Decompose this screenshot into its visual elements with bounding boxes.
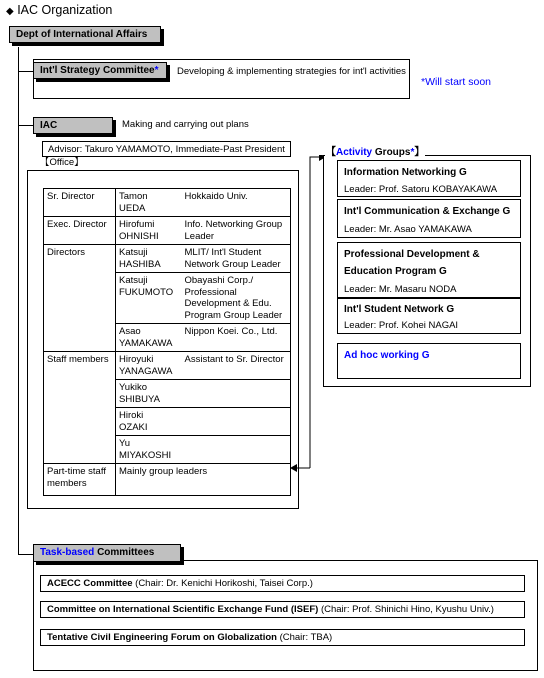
iac-label: IAC	[40, 120, 58, 131]
role-cell	[44, 464, 116, 496]
affiliation-cell	[182, 217, 291, 245]
name-last: OHNISHI	[119, 230, 159, 242]
office-activity-connector	[288, 155, 328, 475]
name-last: YAMAKAWA	[119, 337, 173, 349]
group-box	[337, 242, 521, 298]
name-first: Katsuji	[119, 275, 148, 286]
role-text: Part-time staff	[47, 466, 106, 477]
affiliation-cell	[182, 245, 291, 273]
group-leader: Leader: Mr. Asao YAMAKAWA	[344, 224, 472, 235]
adhoc-group-box	[337, 343, 521, 379]
table-row	[44, 352, 291, 380]
bracket-close: 】	[414, 147, 425, 158]
activity-title	[325, 143, 425, 158]
task-name: ACECC Committee	[47, 578, 133, 589]
role-text: Directors	[47, 247, 86, 258]
group-box	[337, 160, 521, 197]
affiliation-cell	[182, 352, 291, 380]
activity-title-black: Groups	[372, 147, 411, 158]
role-cell	[44, 352, 116, 464]
affiliation-text: Development & Edu.	[184, 298, 272, 309]
name-first: Hiroki	[119, 410, 144, 421]
name-first: Tamon	[119, 191, 148, 202]
group-name: Information Networking G	[344, 167, 467, 178]
affiliation-cell	[182, 189, 291, 217]
table-row	[44, 217, 291, 245]
affiliation-text: Nippon Koei. Co., Ltd.	[184, 326, 278, 337]
parttime-desc: Mainly group leaders	[119, 466, 208, 477]
affiliation-cell	[182, 380, 291, 408]
bracket-open: 【	[326, 147, 336, 158]
page-title: IAC Organization	[17, 3, 113, 17]
affiliation-cell	[182, 273, 291, 324]
adhoc-label: Ad hoc working G	[344, 350, 430, 361]
group-box	[337, 199, 521, 238]
name-cell	[116, 408, 182, 436]
name-first: Yu	[119, 438, 131, 449]
name-last: OZAKI	[119, 421, 148, 433]
role-text: Staff members	[47, 354, 109, 365]
task-chair: (Chair: Dr. Kenichi Horikoshi, Taisei Corp.)	[132, 578, 313, 589]
name-last: UEDA	[119, 202, 146, 214]
strategy-star: *	[154, 65, 159, 76]
table-row	[44, 245, 291, 273]
affiliation-cell	[182, 436, 291, 464]
role-cell	[44, 245, 116, 352]
task-item	[40, 601, 525, 618]
name-first: Asao	[119, 326, 141, 337]
name-cell	[116, 352, 182, 380]
task-item	[40, 575, 525, 592]
name-cell	[116, 436, 182, 464]
task-name: Tentative Civil Engineering Forum on Globalization	[47, 632, 277, 643]
task-chair: (Chair: Prof. Shinichi Hino, Kyushu Univ.)	[318, 604, 494, 615]
group-name: Int'l Communication & Exchange G	[344, 206, 511, 217]
affiliation-text: Info. Networking Group	[184, 219, 283, 230]
name-last: MIYAKOSHI	[119, 449, 172, 461]
page-header	[6, 3, 112, 17]
role-text: Sr. Director	[47, 191, 95, 202]
will-start-note: *Will start soon	[421, 76, 492, 88]
affiliation-text: Assistant to Sr. Director	[184, 354, 284, 365]
affiliation-text: Network Group Leader	[184, 258, 281, 270]
dept-box	[9, 26, 161, 43]
activity-title-blue: Activity	[336, 147, 373, 158]
name-first: Yukiko	[119, 382, 147, 393]
strategy-desc: Developing & implementing strategies for int'l activities	[177, 66, 406, 77]
name-cell	[116, 189, 182, 217]
name-cell	[116, 324, 182, 352]
task-chair: (Chair: TBA)	[276, 632, 333, 643]
role-text: members	[47, 477, 87, 489]
name-last: YANAGAWA	[119, 365, 173, 377]
affiliation-text: Program Group Leader	[184, 309, 283, 321]
affiliation-text: Obayashi Corp./	[184, 275, 254, 286]
name-cell	[116, 380, 182, 408]
role-cell	[44, 217, 116, 245]
name-cell	[116, 273, 182, 324]
group-leader: Leader: Prof. Kohei NAGAI	[344, 320, 459, 331]
task-name: Committee on International Scientific Exchange Fund (ISEF)	[47, 604, 319, 615]
name-last: FUKUMOTO	[119, 286, 174, 298]
group-box	[337, 298, 521, 334]
table-row	[44, 464, 291, 496]
task-box	[33, 544, 181, 562]
activity-star: *	[410, 147, 415, 158]
group-leader: Leader: Prof. Satoru KOBAYAKAWA	[344, 184, 498, 195]
task-label-black: Committees	[94, 547, 155, 558]
group-name: Professional Development &	[344, 249, 480, 260]
advisor-box	[42, 141, 291, 157]
name-first: Hirofumi	[119, 219, 155, 230]
affiliation-text: Professional	[184, 286, 237, 298]
desc-cell	[116, 464, 291, 496]
name-cell	[116, 217, 182, 245]
iac-box	[33, 117, 113, 134]
role-cell	[44, 189, 116, 217]
main-spine-line	[18, 47, 19, 555]
affiliation-text: MLIT/ Int'l Student	[184, 247, 262, 258]
group-name: Int'l Student Network G	[344, 304, 455, 315]
name-cell	[116, 245, 182, 273]
advisor-text: Advisor: Takuro YAMAMOTO, Immediate-Past President	[48, 144, 285, 155]
office-table	[43, 188, 291, 496]
affiliation-cell	[182, 408, 291, 436]
task-label-blue: Task-based	[40, 547, 95, 558]
name-last: SHIBUYA	[119, 393, 161, 405]
group-name: Education Program G	[344, 266, 447, 277]
table-row	[44, 189, 291, 217]
name-first: Katsuji	[119, 247, 148, 258]
strategy-box	[33, 62, 167, 79]
affiliation-text: Leader	[184, 230, 215, 242]
strategy-label: Int'l Strategy Committee	[40, 65, 155, 76]
dept-label: Dept of International Affairs	[16, 29, 148, 40]
group-leader: Leader: Mr. Masaru NODA	[344, 284, 457, 295]
name-first: Hiroyuki	[119, 354, 154, 365]
affiliation-cell	[182, 324, 291, 352]
iac-desc: Making and carrying out plans	[122, 119, 249, 130]
diamond-bullet-icon: ◆	[6, 6, 14, 17]
task-item	[40, 629, 525, 646]
role-text: Exec. Director	[47, 219, 107, 230]
name-last: HASHIBA	[119, 258, 161, 270]
office-label: 【Office】	[40, 157, 84, 168]
affiliation-text: Hokkaido Univ.	[184, 191, 248, 202]
